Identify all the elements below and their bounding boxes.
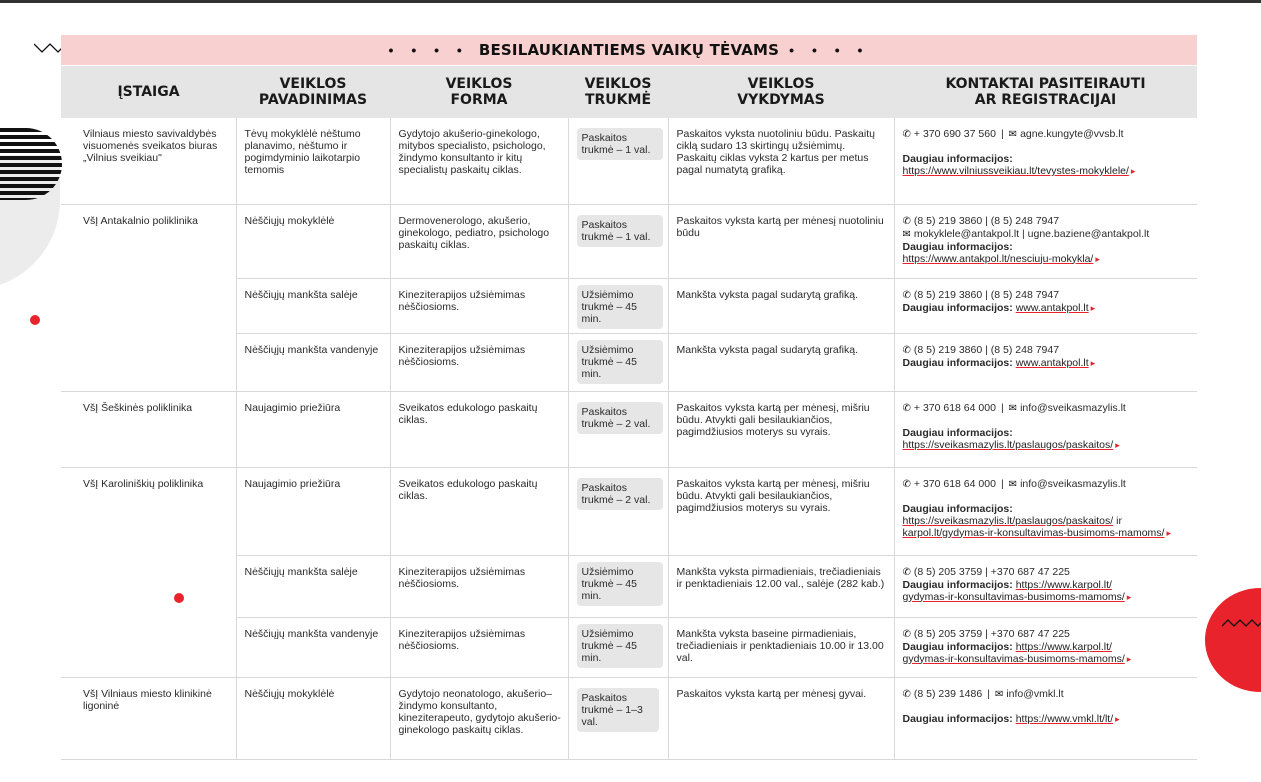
form-cell: Gydytojo neonatologo, akušerio–žindymo konsultanto, kineziterapeuto, gydytojo akušerio-ginekologo paskaitų ciklas. bbox=[390, 677, 568, 759]
email-icon: ✉ bbox=[1008, 129, 1018, 140]
phone-number[interactable]: (8 5) 239 1486 bbox=[913, 687, 983, 700]
click-cursor-icon: ▸ bbox=[1115, 439, 1120, 450]
phone-number[interactable]: (8 5) 219 3860 | (8 5) 248 7947 bbox=[913, 343, 1060, 356]
phone-number[interactable]: (8 5) 219 3860 | (8 5) 248 7947 bbox=[913, 214, 1060, 227]
duration-cell bbox=[568, 391, 668, 467]
form-cell: Kineziterapijos užsiėmimas nėščiosioms. bbox=[390, 617, 568, 677]
title-dots-right: • • • • bbox=[789, 42, 870, 58]
execution-cell: Paskaitos vyksta kartą per mėnesį nuotoliniu būdu bbox=[668, 204, 894, 278]
form-cell: Kineziterapijos užsiėmimas nėščiosioms. bbox=[390, 333, 568, 391]
duration-cell bbox=[568, 617, 668, 677]
execution-cell: Mankšta vyksta baseine pirmadieniais, trečiadieniais ir penktadieniais 10.00 ir 13.00 val. bbox=[668, 617, 894, 677]
click-cursor-icon: ▸ bbox=[1090, 302, 1096, 313]
top-border bbox=[0, 0, 1261, 3]
more-info-link[interactable]: https://www.vilniussveikiau.lt/tevystes-mokyklele/ bbox=[902, 165, 1129, 177]
more-info-label: Daugiau informacijos: bbox=[902, 426, 1013, 439]
click-cursor-icon: ▸ bbox=[1090, 357, 1096, 368]
more-info-link[interactable]: https://sveikasmazylis.lt/paslaugos/paskaitos/ bbox=[902, 514, 1114, 527]
contacts-cell bbox=[894, 278, 1197, 333]
header-activity-form: VEIKLOS FORMA bbox=[390, 66, 568, 118]
contacts-cell: ✆ + 370 690 37 560 | ✉ agne.kungyte@vvsb.lt Daugiau informacijos: https://www.vilniussveikiau.lt/tevystes-mokyklele/ ▸ bbox=[894, 118, 1197, 204]
email-link[interactable]: info@sveikasmazylis.lt bbox=[1020, 401, 1126, 414]
table-row bbox=[61, 391, 1197, 467]
duration-cell bbox=[568, 555, 668, 617]
programs-table bbox=[61, 66, 1197, 760]
phone-icon: ✆ bbox=[902, 402, 911, 414]
activity-cell: Nėščiųjų mankšta vandenyje bbox=[236, 617, 390, 677]
phone-number[interactable]: (8 5) 219 3860 | (8 5) 248 7947 bbox=[913, 288, 1060, 301]
header-activity-execution: VEIKLOS VYKDYMAS bbox=[668, 66, 894, 118]
email-icon: ✉ bbox=[994, 688, 1004, 700]
phone-icon: ✆ bbox=[902, 628, 911, 640]
institution-cell: Vilniaus miesto savivaldybės visuomenės sveikatos biuras „Vilnius sveikiau" bbox=[61, 118, 236, 204]
title-dots-left: • • • • bbox=[388, 42, 469, 58]
header-institution: ĮSTAIGA bbox=[61, 66, 236, 118]
phone-icon: ✆ bbox=[902, 129, 911, 140]
phone-icon: ✆ bbox=[902, 215, 911, 227]
execution-cell: Paskaitos vyksta nuotoliniu būdu. Paskaitų ciklą sudaro 13 skirtingų užsiėmimų. Paskaitų ciklas vyksta 2 kartus per metus pagal numatytą grafiką. bbox=[668, 118, 894, 204]
duration-badge: Užsiėmimo trukmė – 45 min. bbox=[577, 624, 663, 668]
activity-cell: Naujagimio priežiūra bbox=[236, 467, 390, 555]
more-info-label: Daugiau informacijos: bbox=[902, 240, 1013, 253]
email-link[interactable]: info@sveikasmazylis.lt bbox=[1020, 477, 1126, 490]
more-info-link[interactable]: https://www.antakpol.lt/nesciuju-mokykla/ bbox=[902, 252, 1094, 265]
table-row bbox=[61, 677, 1197, 759]
form-cell: Gydytojo akušerio-ginekologo, mitybos specialisto, psichologo, žindymo konsultanto ir kitų specialistų paskaitų ciklas. bbox=[390, 118, 568, 204]
duration-badge: Užsiėmimo trukmė – 45 min. bbox=[577, 562, 663, 606]
execution-cell: Mankšta vyksta pirmadieniais, trečiadieniais ir penktadieniais 12.00 val., salėje (282 kab.) bbox=[668, 555, 894, 617]
institution-cell: VšĮ Vilniaus miesto klinikinė ligoninė bbox=[61, 677, 236, 759]
table-row bbox=[61, 467, 1197, 555]
execution-cell: Mankšta vyksta pagal sudarytą grafiką. bbox=[668, 333, 894, 391]
institution-cell-empty bbox=[61, 333, 236, 391]
institution-cell-empty bbox=[61, 555, 236, 617]
more-info-link[interactable]: www.antakpol.lt bbox=[1015, 301, 1089, 314]
execution-cell: Mankšta vyksta pagal sudarytą grafiką. bbox=[668, 278, 894, 333]
form-cell: Kineziterapijos užsiėmimas nėščiosioms. bbox=[390, 555, 568, 617]
page-title: BESILAUKIANTIEMS VAIKŲ TĖVAMS bbox=[478, 41, 780, 59]
activity-cell: Nėščiųjų mokyklėlė bbox=[236, 677, 390, 759]
click-cursor-icon: ▸ bbox=[1095, 253, 1100, 264]
duration-cell bbox=[568, 278, 668, 333]
execution-cell: Paskaitos vyksta kartą per mėnesį, mišriu būdu. Atvykti gali besilaukiančios, pagimdžiusios moterys su vyrais. bbox=[668, 467, 894, 555]
contacts-cell bbox=[894, 204, 1197, 278]
contacts-cell bbox=[894, 617, 1197, 677]
more-info-link-2[interactable]: karpol.lt/gydymas-ir-konsultavimas-busimoms-mamoms/ bbox=[902, 526, 1165, 539]
more-info-label: Daugiau informacijos: bbox=[902, 502, 1013, 515]
institution-cell-empty bbox=[61, 278, 236, 333]
duration-cell bbox=[568, 118, 668, 204]
email-link[interactable]: info@vmkl.lt bbox=[1006, 687, 1064, 700]
more-info-label: Daugiau informacijos: bbox=[902, 356, 1013, 369]
phone-icon: ✆ bbox=[902, 344, 911, 356]
phone-number[interactable]: + 370 618 64 000 bbox=[913, 401, 996, 414]
duration-cell bbox=[568, 204, 668, 278]
duration-badge: Užsiėmimo trukmė – 45 min. bbox=[577, 340, 663, 384]
email-icon: ✉ bbox=[1008, 402, 1018, 414]
red-circle-decoration bbox=[1205, 588, 1261, 692]
more-info-label: Daugiau informacijos: bbox=[902, 640, 1013, 653]
click-cursor-icon: ▸ bbox=[1115, 713, 1120, 724]
activity-cell: Nėščiųjų mokyklėlė bbox=[236, 204, 390, 278]
table-row bbox=[61, 555, 1197, 617]
zigzag-decoration bbox=[1222, 617, 1261, 629]
form-cell: Sveikatos edukologo paskaitų ciklas. bbox=[390, 467, 568, 555]
contacts-cell bbox=[894, 555, 1197, 617]
institution-cell: VšĮ Antakalnio poliklinika bbox=[83, 214, 198, 227]
click-cursor-icon: ▸ bbox=[1126, 591, 1132, 602]
duration-cell bbox=[568, 677, 668, 759]
table-row bbox=[61, 278, 1197, 333]
more-info-link[interactable]: https://www.vmkl.lt/lt/ bbox=[1015, 712, 1114, 725]
click-cursor-icon: ▸ bbox=[1166, 527, 1172, 538]
more-info-link[interactable]: https://sveikasmazylis.lt/paslaugos/paskaitos/ bbox=[902, 438, 1114, 451]
phone-number[interactable]: + 370 690 37 560 bbox=[913, 128, 996, 140]
phone-icon: ✆ bbox=[902, 478, 911, 490]
duration-badge: Paskaitos trukmė – 1–3 val. bbox=[577, 688, 659, 732]
more-info-link-cont[interactable]: gydymas-ir-konsultavimas-busimoms-mamoms/ bbox=[902, 590, 1125, 603]
phone-icon: ✆ bbox=[902, 289, 911, 301]
more-info-link[interactable]: www.antakpol.lt bbox=[1015, 356, 1089, 369]
phone-number[interactable]: (8 5) 205 3759 | +370 687 47 225 bbox=[913, 565, 1070, 578]
more-info-link-cont[interactable]: gydymas-ir-konsultavimas-busimoms-mamoms/ bbox=[902, 652, 1125, 665]
more-info-label: Daugiau informacijos: bbox=[902, 301, 1013, 314]
table-row bbox=[61, 617, 1197, 677]
activity-cell: Naujagimio priežiūra bbox=[236, 391, 390, 467]
more-info-label: Daugiau informacijos: bbox=[902, 578, 1013, 591]
click-cursor-icon: ▸ bbox=[1126, 653, 1132, 664]
form-cell: Sveikatos edukologo paskaitų ciklas. bbox=[390, 391, 568, 467]
duration-badge: Paskaitos trukmė – 2 val. bbox=[577, 478, 663, 510]
institution-cell: VšĮ Karoliniškių poliklinika bbox=[83, 477, 204, 490]
institution-cell: VšĮ Šeškinės poliklinika bbox=[61, 391, 236, 467]
email-icon: ✉ bbox=[902, 228, 911, 240]
activity-cell: Tėvų mokyklėlė nėštumo planavimo, nėštumo ir pogimdyminio laikotarpio temomis bbox=[236, 118, 390, 204]
phone-icon: ✆ bbox=[902, 688, 911, 700]
header-activity-name: VEIKLOS PAVADINIMAS bbox=[236, 66, 390, 118]
duration-badge: Užsiėmimo trukmė – 45 min. bbox=[577, 285, 663, 329]
more-info-link[interactable]: https://www.karpol.lt/ bbox=[1015, 578, 1112, 591]
duration-badge: Paskaitos trukmė – 1 val. bbox=[577, 215, 663, 247]
email-link[interactable]: agne.kungyte@vvsb.lt bbox=[1020, 128, 1124, 140]
duration-badge: Paskaitos trukmė – 1 val. bbox=[577, 128, 663, 160]
contacts-cell: ✆ (8 5) 239 1486 | ✉ info@vmkl.lt Daugiau informacijos: https://www.vmkl.lt/lt/ ▸ bbox=[894, 677, 1197, 759]
activity-cell: Nėščiųjų mankšta salėje bbox=[236, 278, 390, 333]
table-row bbox=[61, 204, 1197, 278]
more-info-label: Daugiau informacijos: bbox=[902, 153, 1013, 165]
phone-number[interactable]: + 370 618 64 000 bbox=[913, 477, 996, 490]
contacts-cell: ✆ + 370 618 64 000 | ✉ info@sveikasmazylis.lt Daugiau informacijos: https://sveikasmazylis.lt/paslaugos/paskaitos/ ir karpol.lt/gydymas-ir-konsultavimas-busimoms-mamoms/ ▸ bbox=[894, 467, 1197, 555]
execution-cell: Paskaitos vyksta kartą per mėnesį gyvai. bbox=[668, 677, 894, 759]
table-row bbox=[61, 118, 1197, 204]
phone-number[interactable]: (8 5) 205 3759 | +370 687 47 225 bbox=[913, 627, 1070, 640]
form-cell: Kineziterapijos užsiėmimas nėščiosioms. bbox=[390, 278, 568, 333]
duration-badge: Paskaitos trukmė – 2 val. bbox=[577, 402, 663, 434]
form-cell: Dermovenerologo, akušerio, ginekologo, pediatro, psichologo paskaitų ciklas. bbox=[390, 204, 568, 278]
title-band bbox=[61, 35, 1197, 65]
duration-cell bbox=[568, 467, 668, 555]
email-link[interactable]: mokyklele@antakpol.lt | ugne.baziene@antakpol.lt bbox=[913, 227, 1150, 240]
institution-cell-empty bbox=[61, 617, 236, 677]
activity-cell: Nėščiųjų mankšta salėje bbox=[236, 555, 390, 617]
contacts-cell: ✆ + 370 618 64 000 | ✉ info@sveikasmazylis.lt Daugiau informacijos: https://sveikasmazylis.lt/paslaugos/paskaitos/ ▸ bbox=[894, 391, 1197, 467]
more-info-label: Daugiau informacijos: bbox=[902, 712, 1013, 725]
red-dot-decoration bbox=[30, 315, 40, 325]
table-header-row bbox=[61, 66, 1197, 118]
table-row bbox=[61, 333, 1197, 391]
phone-icon: ✆ bbox=[902, 566, 911, 578]
click-cursor-icon: ▸ bbox=[1130, 166, 1136, 176]
execution-cell: Paskaitos vyksta kartą per mėnesį, mišriu būdu. Atvykti gali besilaukiančios, pagimdžiusios moterys su vyrais. bbox=[668, 391, 894, 467]
link-conjunction: ir bbox=[1116, 514, 1122, 527]
contacts-cell bbox=[894, 333, 1197, 391]
more-info-link[interactable]: https://www.karpol.lt/ bbox=[1015, 640, 1112, 653]
email-icon: ✉ bbox=[1008, 478, 1018, 490]
header-contacts: KONTAKTAI PASITEIRAUTI AR REGISTRACIJAI bbox=[894, 66, 1197, 118]
activity-cell: Nėščiųjų mankšta vandenyje bbox=[236, 333, 390, 391]
duration-cell bbox=[568, 333, 668, 391]
header-activity-duration: VEIKLOS TRUKMĖ bbox=[568, 66, 668, 118]
